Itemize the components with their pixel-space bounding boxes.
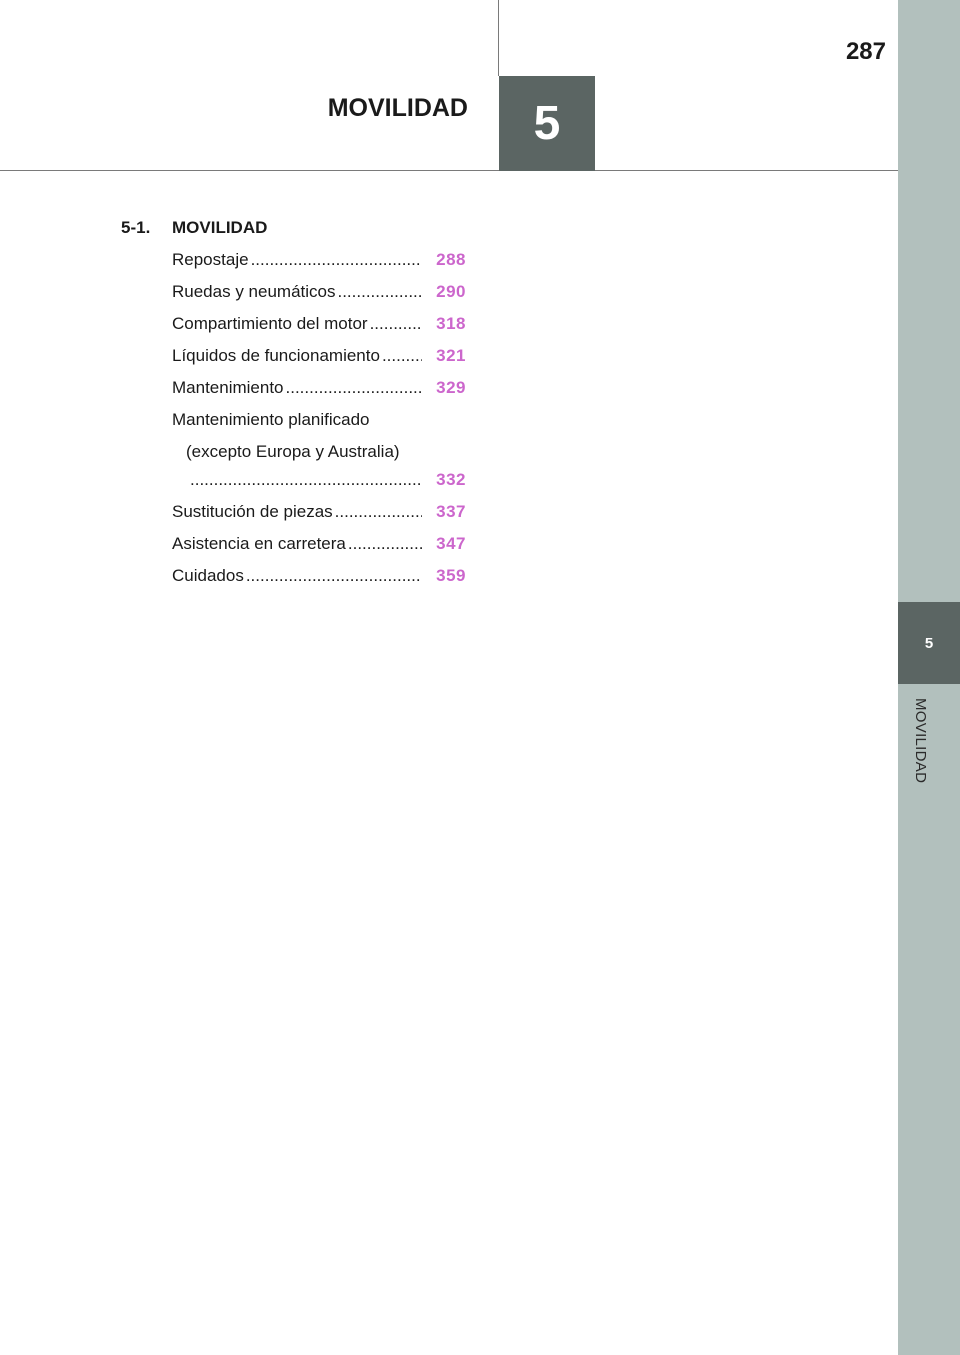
dot-leader xyxy=(337,282,422,302)
toc-entry-title: Mantenimiento planificado xyxy=(172,410,370,429)
chapter-number-box: 5 xyxy=(499,76,595,171)
toc-entry[interactable] xyxy=(172,250,466,272)
section-heading xyxy=(121,218,466,240)
toc-entry-page-link[interactable]: 321 xyxy=(436,346,466,365)
toc-entry-page-link[interactable]: 337 xyxy=(436,502,466,521)
toc-entry-page-link[interactable]: 290 xyxy=(436,282,466,301)
toc-entry-title: Repostaje xyxy=(172,250,249,269)
header-horizontal-rule xyxy=(0,170,898,171)
toc-entry[interactable] xyxy=(172,502,466,524)
dot-leader xyxy=(286,378,422,398)
toc-entry-title: Ruedas y neumáticos xyxy=(172,282,336,301)
section-title: MOVILIDAD xyxy=(172,218,268,237)
toc-entry[interactable] xyxy=(172,410,466,492)
header-vertical-rule xyxy=(498,0,499,76)
toc-entry[interactable] xyxy=(172,314,466,336)
dot-leader xyxy=(382,346,422,366)
toc-entry[interactable] xyxy=(172,346,466,368)
toc-entry-page-link[interactable]: 347 xyxy=(436,534,466,553)
chapter-side-tab[interactable]: 5 xyxy=(898,602,960,684)
toc-entry-page-link[interactable]: 318 xyxy=(436,314,466,333)
toc-entry-page-link[interactable]: 332 xyxy=(436,470,466,489)
toc-entry[interactable] xyxy=(172,282,466,304)
toc-entry-title: Cuidados xyxy=(172,566,244,585)
dot-leader xyxy=(335,502,422,522)
toc-entry-page-link[interactable]: 288 xyxy=(436,250,466,269)
toc-entry[interactable] xyxy=(172,566,466,588)
table-of-contents xyxy=(121,218,466,598)
toc-entry-page-link[interactable]: 329 xyxy=(436,378,466,397)
dot-leader xyxy=(348,534,422,554)
toc-entry[interactable] xyxy=(172,534,466,556)
dot-leader xyxy=(370,314,422,334)
dot-leader xyxy=(251,250,422,270)
section-number: 5-1. xyxy=(121,218,151,237)
toc-entry-page-link[interactable]: 359 xyxy=(436,566,466,585)
dot-leader xyxy=(246,566,422,586)
toc-entries xyxy=(172,250,466,588)
toc-entry-subtitle: (excepto Europa y Australia) xyxy=(186,442,400,461)
chapter-side-label: MOVILIDAD xyxy=(912,698,929,784)
page-number: 287 xyxy=(845,38,886,65)
dot-leader xyxy=(190,470,422,490)
toc-entry[interactable] xyxy=(172,378,466,400)
toc-entry-title: Líquidos de funcionamiento xyxy=(172,346,380,365)
chapter-title: MOVILIDAD xyxy=(327,94,468,122)
toc-entry-title: Compartimiento del motor xyxy=(172,314,368,333)
toc-entry-title: Mantenimiento xyxy=(172,378,284,397)
toc-entry-title: Sustitución de piezas xyxy=(172,502,333,521)
toc-entry-title: Asistencia en carretera xyxy=(172,534,346,553)
